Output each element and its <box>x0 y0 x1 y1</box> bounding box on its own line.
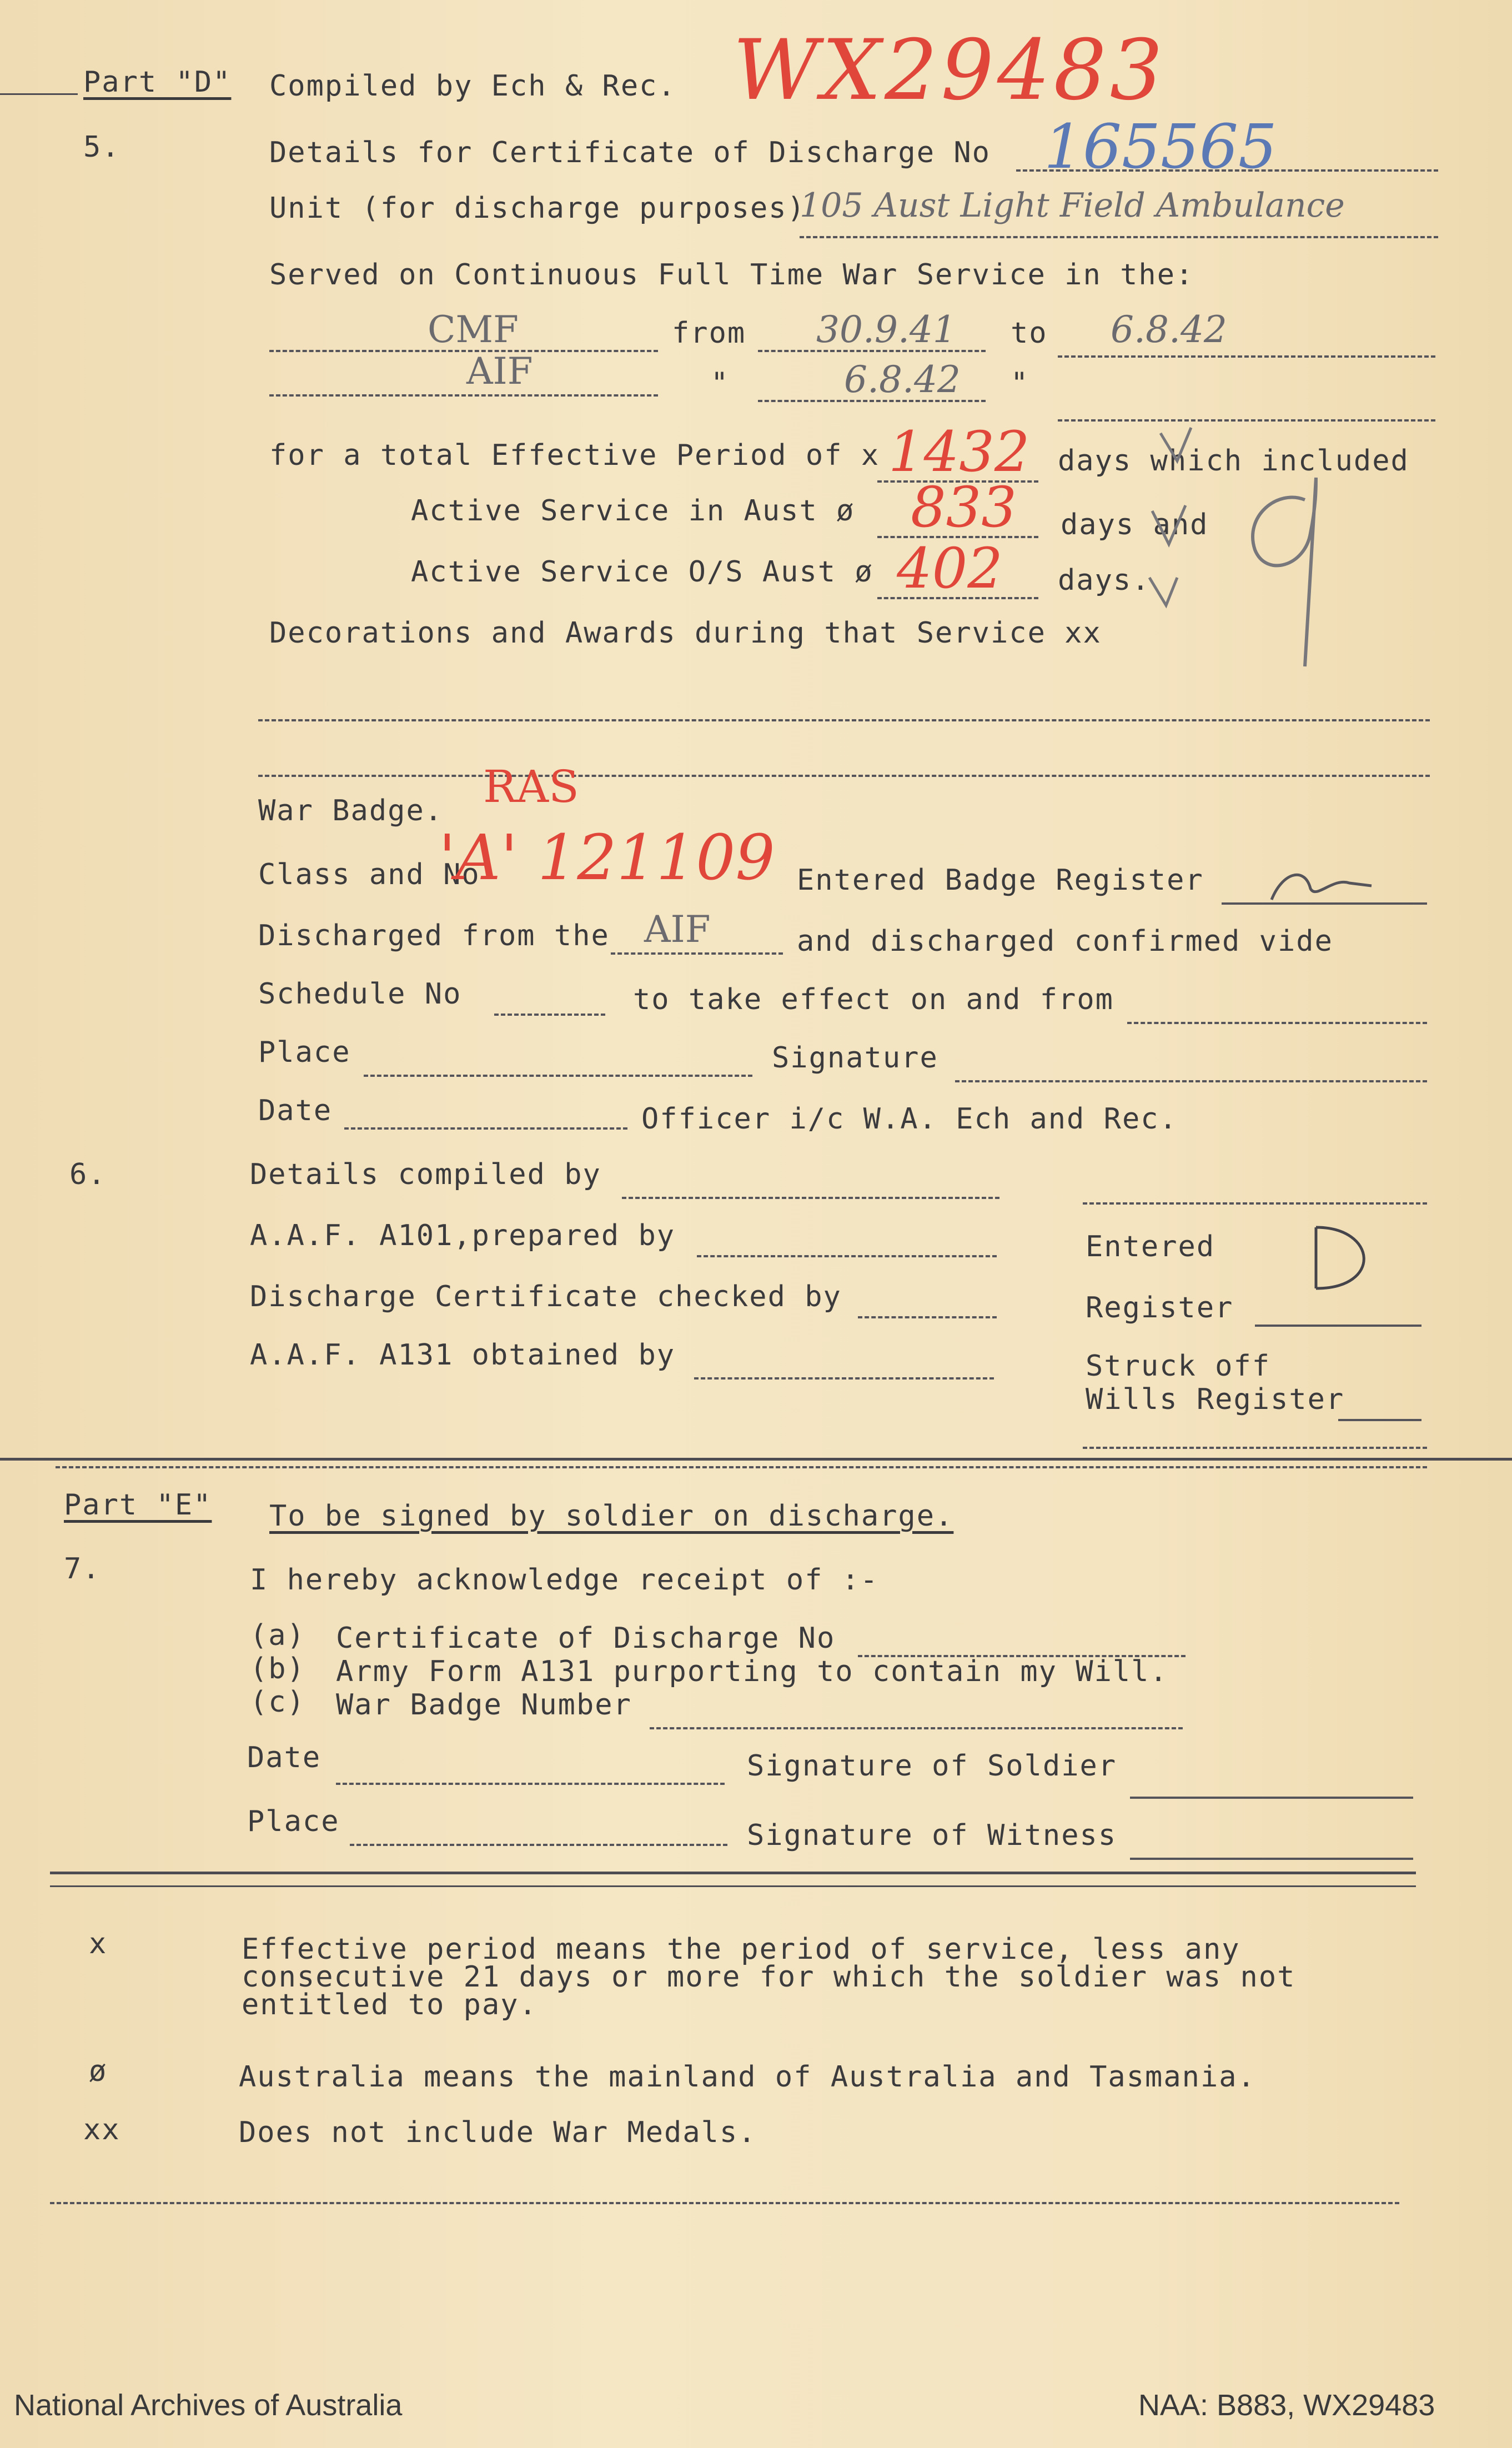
signature-witness-label: Signature of Witness <box>747 1819 1117 1852</box>
note-1-line-2: consecutive 21 days or more for which the soldier was not <box>242 1960 1296 1994</box>
active-aust-label: Active Service in Aust ø <box>411 494 855 528</box>
service-number-handwritten: WX29483 <box>733 22 1167 119</box>
certificate-label: Details for Certificate of Discharge No <box>269 136 991 169</box>
aaf-a131-line <box>694 1377 994 1379</box>
active-os-days-handwritten: 402 <box>897 536 1003 601</box>
aaf-a131-label: A.A.F. A131 obtained by <box>250 1338 676 1372</box>
struck-off-label: Struck off <box>1086 1350 1271 1383</box>
item-b-mark: (b) <box>250 1652 305 1685</box>
certificate-line <box>1016 169 1438 172</box>
officer-label: Officer i/c W.A. Ech and Rec. <box>641 1102 1178 1136</box>
signature-witness-line <box>1130 1858 1413 1860</box>
note-2-mark: ø <box>89 2055 108 2088</box>
service-row-1-to-label: to <box>1011 317 1048 350</box>
service-row-2-force-line <box>269 394 658 397</box>
place-line <box>364 1075 752 1077</box>
wills-register-line <box>1338 1419 1421 1421</box>
discharged-force-handwritten: AIF <box>644 908 711 951</box>
note-1-line-1: Effective period means the period of service, less any <box>242 1933 1240 1966</box>
acknowledge-label: I hereby acknowledge receipt of :- <box>250 1563 879 1597</box>
part-e-place-line <box>350 1844 727 1846</box>
class-label: Class and No <box>258 858 480 891</box>
details-compiled-right-line <box>1083 1202 1427 1205</box>
part-separator-2 <box>56 1466 1427 1468</box>
item-a-mark: (a) <box>250 1619 305 1652</box>
signature-soldier-line <box>1130 1797 1413 1799</box>
unit-line <box>800 236 1438 238</box>
class-handwritten: 'A' 121109 <box>439 822 775 894</box>
aaf-a101-label: A.A.F. A101,prepared by <box>250 1219 676 1252</box>
service-row-1-to-line <box>1058 355 1435 358</box>
service-row-2-to-label: " <box>1011 367 1029 400</box>
total-period-label: for a total Effective Period of x <box>269 439 880 472</box>
entered-label: Entered <box>1086 1230 1215 1263</box>
entered-badge-label: Entered Badge Register <box>797 864 1204 897</box>
war-badge-label: War Badge. <box>258 794 444 827</box>
details-compiled-line <box>622 1197 999 1199</box>
service-row-2-from: 6.8.42 <box>844 358 961 401</box>
certificate-number-handwritten: 165565 <box>1044 111 1277 182</box>
note-1-mark: x <box>89 1927 108 1960</box>
item-7-number: 7. <box>64 1552 101 1586</box>
service-row-2-from-label: " <box>711 367 730 400</box>
active-os-label: Active Service O/S Aust ø <box>411 555 873 589</box>
part-e-separator-2 <box>50 1885 1416 1887</box>
entered-initials <box>1294 1216 1388 1300</box>
active-aust-suffix: days and <box>1061 508 1209 541</box>
discharged-label: Discharged from the <box>258 919 610 952</box>
item-b-text: Army Form A131 purporting to contain my Will. <box>336 1655 1168 1688</box>
details-compiled-label: Details compiled by <box>250 1158 601 1191</box>
total-days-handwritten: 1432 <box>888 419 1030 484</box>
part-d-heading: Part "D" <box>83 66 232 99</box>
active-os-line <box>877 597 1038 599</box>
note-3-mark: xx <box>83 2113 120 2146</box>
part-e-date-line <box>336 1783 725 1785</box>
part-e-date-label: Date <box>247 1741 322 1774</box>
served-label: Served on Continuous Full Time War Service in the: <box>269 258 1194 292</box>
discharge-checked-label: Discharge Certificate checked by <box>250 1280 842 1313</box>
service-row-2-force: AIF <box>466 350 533 393</box>
item-c-text: War Badge Number <box>336 1688 632 1722</box>
service-row-1-to: 6.8.42 <box>1111 308 1227 351</box>
header-rule <box>0 93 78 95</box>
entered-badge-initials <box>1266 866 1377 905</box>
service-row-1-from: 30.9.41 <box>816 308 956 351</box>
bottom-line <box>50 2202 1399 2204</box>
compiled-by-label: Compiled by Ech & Rec. <box>269 69 676 103</box>
signature-label: Signature <box>772 1041 938 1075</box>
active-os-suffix: days. <box>1058 564 1151 597</box>
aaf-a101-line <box>697 1255 997 1257</box>
part-e-heading: Part "E" <box>64 1488 212 1522</box>
register-line <box>1255 1325 1421 1327</box>
active-aust-days-handwritten: 833 <box>911 475 1017 540</box>
signature-line <box>955 1080 1427 1082</box>
part-e-separator-1 <box>50 1872 1416 1874</box>
footer-reference: NAA: B883, WX29483 <box>1138 2389 1435 2422</box>
pencil-tick-marks <box>1138 411 1349 689</box>
decorations-label: Decorations and Awards during that Service xx <box>269 616 1102 650</box>
total-days-suffix: days which included <box>1058 444 1409 478</box>
decorations-line-2 <box>258 775 1430 777</box>
signature-soldier-label: Signature of Soldier <box>747 1749 1117 1783</box>
schedule-label: Schedule No <box>258 977 462 1011</box>
decorations-line-1 <box>258 719 1430 721</box>
discharged-confirmed-label: and discharged confirmed vide <box>797 925 1333 958</box>
part-d-end-line <box>1083 1447 1427 1449</box>
service-row-1-force-line <box>269 350 658 352</box>
discharged-force-line <box>611 952 783 955</box>
take-effect-line <box>1127 1022 1427 1024</box>
item-c-mark: (c) <box>250 1685 305 1719</box>
wills-register-label: Wills Register <box>1086 1383 1345 1416</box>
note-2-line-1: Australia means the mainland of Australia and Tasmania. <box>239 2060 1256 2094</box>
schedule-line <box>494 1014 605 1016</box>
item-6-number: 6. <box>69 1158 107 1191</box>
part-e-title: To be signed by soldier on discharge. <box>269 1499 954 1533</box>
note-1-line-3: entitled to pay. <box>242 1988 538 2021</box>
place-label: Place <box>258 1036 351 1069</box>
part-e-place-label: Place <box>247 1805 340 1838</box>
unit-label: Unit (for discharge purposes) <box>269 192 806 225</box>
service-row-1-from-label: from <box>672 317 746 350</box>
note-3-line-1: Does not include War Medals. <box>239 2116 757 2149</box>
date-label: Date <box>258 1094 333 1127</box>
item-a-text: Certificate of Discharge No <box>336 1622 836 1655</box>
take-effect-label: to take effect on and from <box>633 983 1114 1016</box>
service-row-1-force: CMF <box>428 308 519 351</box>
unit-handwritten: 105 Aust Light Field Ambulance <box>800 186 1345 225</box>
date-line <box>344 1127 627 1130</box>
footer-archive-name: National Archives of Australia <box>14 2389 403 2422</box>
part-separator-1 <box>0 1458 1512 1461</box>
service-row-1-from-line <box>758 350 986 352</box>
item-c-line <box>650 1727 1183 1729</box>
register-label: Register <box>1086 1291 1234 1325</box>
discharge-checked-line <box>858 1316 997 1318</box>
war-badge-handwritten: RAS <box>483 761 579 812</box>
item-5-number: 5. <box>83 131 120 164</box>
service-row-2-from-line <box>758 400 986 402</box>
